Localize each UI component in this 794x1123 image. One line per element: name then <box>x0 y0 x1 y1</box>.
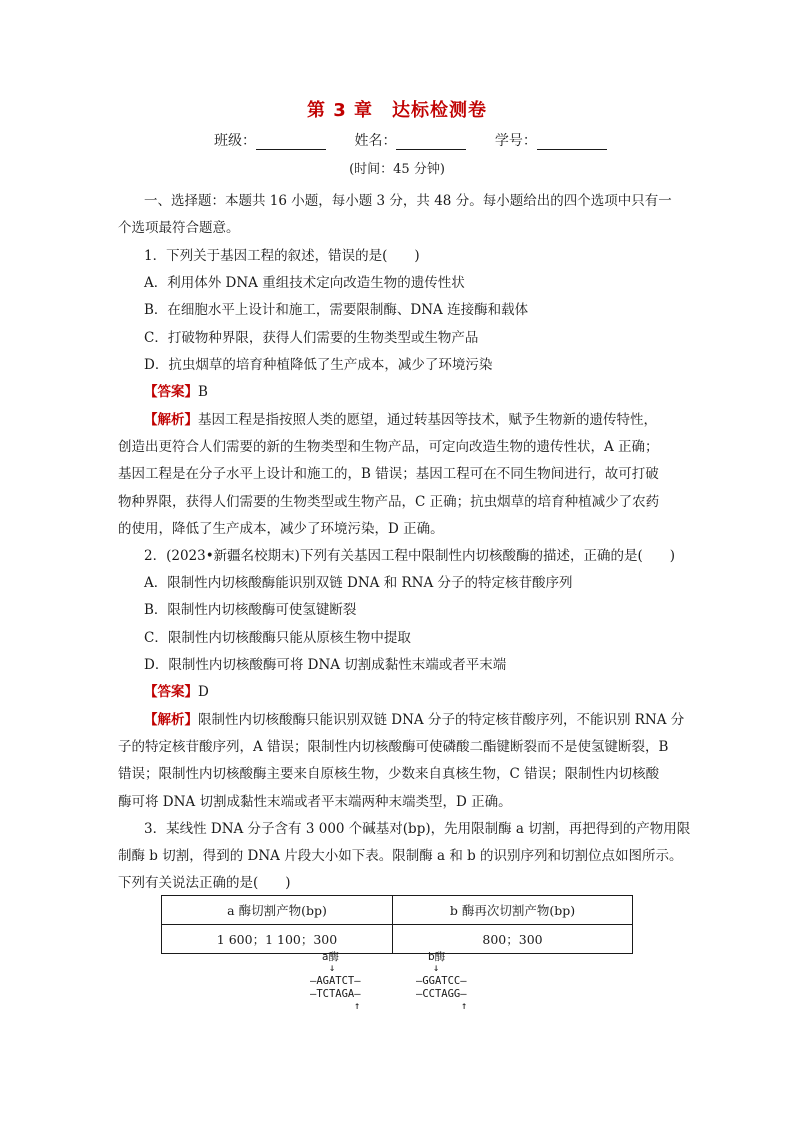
cut-arrow-down-icon: ↓ <box>433 962 440 974</box>
q1-option-a: A．利用体外 DNA 重组技术定向改造生物的遗传性状 <box>144 275 465 291</box>
table-cell: 800；300 <box>393 925 633 954</box>
q1-analysis-line: 物种界限，获得人们需要的生物类型或生物产品，C 正确；抗虫烟草的培育种植减少了农药 <box>118 494 660 510</box>
analysis-text: 限制性内切核酸酶只能识别双链 DNA 分子的特定核苷酸序列，不能识别 RNA 分 <box>198 712 685 728</box>
table-header: b 酶再次切割产物(bp) <box>393 896 633 925</box>
section-heading-cont: 个选项最符合题意。 <box>118 220 240 236</box>
cut-arrow-up-icon: ↑ <box>461 1000 468 1012</box>
enzyme-b-label: b酶 <box>428 951 446 963</box>
q3-stem: 3．某线性 DNA 分子含有 3 000 个碱基对(bp)，先用限制酶 a 切割，再把得到的产物用限 <box>144 821 691 837</box>
q1-answer <box>144 380 208 400</box>
answer-tag: 【答案】 <box>144 684 198 700</box>
q1-analysis-line: 的使用，降低了生产成本，减少了环境污染，D 正确。 <box>118 521 444 537</box>
analysis-tag: 【解析】 <box>144 712 198 728</box>
q1-stem: 1．下列关于基因工程的叙述，错误的是( ) <box>144 248 420 264</box>
q2-option-a: A．限制性内切核酸酶能识别双链 DNA 和 RNA 分子的特定核苷酸序列 <box>144 575 573 591</box>
name-blank[interactable] <box>396 135 466 150</box>
q3-stem-cont: 制酶 b 切割，得到的 DNA 片段大小如下表。限制酶 a 和 b 的识别序列和切割位点如图所示。 <box>118 848 683 864</box>
q1-option-d: D．抗虫烟草的培育种植降低了生产成本，减少了环境污染 <box>144 357 493 373</box>
enzyme-b-top-strand: —GGATCC— <box>416 975 467 987</box>
q2-analysis-line: 错误；限制性内切核酸酶主要来自原核生物，少数来自真核生物，C 错误；限制性内切核酸 <box>118 766 660 782</box>
q1-analysis-line: 基因工程是在分子水平上设计和施工的，B 错误；基因工程可在不同生物间进行，故可打破 <box>118 466 659 482</box>
q1-analysis-line: 创造出更符合人们需要的新的生物类型和生物产品，可定向改造生物的遗传性状，A 正确； <box>118 439 659 455</box>
q2-option-c: C．限制性内切核酸酶只能从原核生物中提取 <box>144 630 411 646</box>
enzyme-a-bottom-strand: —TCTAGA— <box>310 988 361 1000</box>
number-label: 学号： <box>494 133 537 149</box>
cut-arrow-down-icon: ↓ <box>329 962 336 974</box>
enzyme-b-bottom-strand: —CCTAGG— <box>416 988 467 1000</box>
answer-value: B <box>198 384 208 400</box>
table-row <box>162 925 633 954</box>
analysis-tag: 【解析】 <box>144 412 198 428</box>
q2-option-b: B．限制性内切核酸酶可使氢键断裂 <box>144 602 357 618</box>
time-limit: (时间：45 分钟) <box>349 162 445 177</box>
table-header-row <box>162 896 633 925</box>
section-heading: 一、选择题：本题共 16 小题，每小题 3 分，共 48 分。每小题给出的四个选项中只有一 <box>144 193 672 209</box>
q2-analysis-line: 子的特定核苷酸序列，A 错误；限制性内切核酸酶可使磷酸二酯键断裂而不是使氢键断裂，B <box>118 739 669 755</box>
q2-option-d: D．限制性内切核酸酶可将 DNA 切割成黏性末端或者平末端 <box>144 657 507 673</box>
class-label: 班级： <box>214 133 256 149</box>
answer-tag: 【答案】 <box>144 384 198 400</box>
q3-stem-cont: 下列有关说法正确的是( ) <box>118 875 291 891</box>
cut-arrow-up-icon: ↑ <box>354 1000 361 1012</box>
student-info <box>214 130 631 150</box>
class-blank[interactable] <box>256 135 326 150</box>
name-label: 姓名： <box>354 133 397 149</box>
analysis-text: 基因工程是指按照人类的愿望，通过转基因等技术，赋予生物新的遗传特性， <box>198 412 657 428</box>
q1-analysis-line <box>144 408 657 428</box>
q1-option-c: C．打破物种界限，获得人们需要的生物类型或生物产品 <box>144 330 479 346</box>
q1-option-b: B．在细胞水平上设计和施工，需要限制酶、DNA 连接酶和载体 <box>144 302 529 318</box>
page-title: 第 3 章 达标检测卷 <box>306 100 488 121</box>
enzyme-a-label: a酶 <box>322 951 339 963</box>
q2-answer <box>144 680 209 700</box>
enzyme-a-top-strand: —AGATCT— <box>310 975 361 987</box>
digest-table <box>161 895 633 954</box>
answer-value: D <box>198 684 209 700</box>
table-cell: 1 600；1 100；300 <box>162 925 393 954</box>
number-blank[interactable] <box>537 135 607 150</box>
q2-stem: 2．(2023•新疆名校期末)下列有关基因工程中限制性内切核酸酶的描述，正确的是( ) <box>144 548 675 564</box>
q2-analysis-line <box>144 708 684 728</box>
q2-analysis-line: 酶可将 DNA 切割成黏性末端或者平末端两种末端类型，D 正确。 <box>118 794 512 810</box>
table-header: a 酶切割产物(bp) <box>162 896 393 925</box>
